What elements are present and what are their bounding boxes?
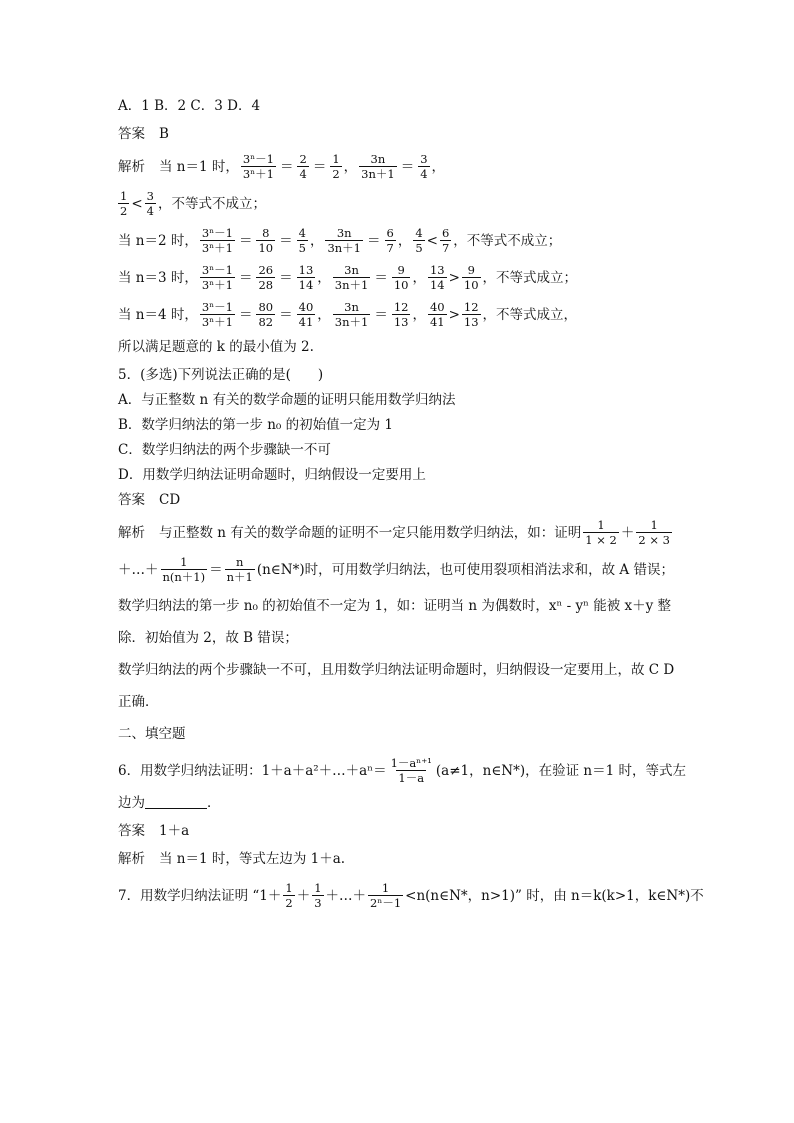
fraction: $\frac{\text{3ⁿ－1}}{\text{3ⁿ＋1}}$ (242, 152, 274, 181)
fraction: $\frac{26}{28}$ (258, 263, 274, 292)
fraction: $\frac{3}{4}$ (146, 189, 154, 218)
fraction: $\frac{2}{4}$ (299, 152, 307, 181)
fraction: $\frac{9}{10}$ (393, 263, 409, 292)
fraction: $\frac{\text{3ⁿ－1}}{\text{3ⁿ＋1}}$ (201, 263, 233, 292)
fraction: $\frac{40}{41}$ (298, 300, 314, 329)
fraction: $\frac{4}{5}$ (415, 226, 423, 255)
q4-case3: 当 n＝3 时， $\frac{\text{3ⁿ－1}}{\text{3ⁿ＋1}}$ ＝ $\frac{26}{28}$ ＝ $\frac{13}{14}$ ， $\frac{3n}{3n+1}$ ＝ $\frac{9}{10}$ ， $\frac{13}{14}$ > $\frac{9}{10}$ ，不等式成立； (118, 263, 578, 292)
fraction: $\frac{12}{13}$ (463, 300, 479, 329)
answer-label: 答案 (118, 823, 145, 839)
analysis-label: 解析 (118, 524, 145, 541)
q6-stem: 6．用数学归纳法证明：1＋a＋a²＋…＋aⁿ＝ $\frac{\text{1－aⁿ⁺¹}}{1-a}$ (a≠1，n∈N*)，在验证 n＝1 时，等式左 (118, 756, 687, 785)
q6-analysis: 解析 当 n＝1 时，等式左边为 1＋a. (118, 851, 346, 867)
fraction: $\frac{\text{3ⁿ－1}}{\text{3ⁿ＋1}}$ (201, 300, 233, 329)
answer-label: 答案 (118, 492, 145, 508)
q5-analysis-line6: 正确． (118, 694, 159, 710)
fraction: $\frac{3n}{3n+1}$ (334, 263, 369, 292)
answer-label: 答案 (118, 126, 145, 142)
analysis-label: 解析 (118, 158, 145, 175)
answer-value: 1＋a (159, 823, 190, 839)
fraction: $\frac{\text{3ⁿ－1}}{\text{3ⁿ＋1}}$ (201, 226, 233, 255)
answer-blank (145, 794, 207, 809)
q6-stem-line2: 边为 ． (118, 795, 221, 811)
q5-option-b: B．数学归纳法的第一步 n₀ 的初始值一定为 1 (118, 417, 393, 433)
q4-options: A．1 B．2 C．3 D．4 (118, 98, 261, 114)
fraction: $\frac{1}{2}$ (120, 189, 128, 218)
fraction: $\frac{1}{\text{2ⁿ－1}}$ (370, 881, 402, 910)
fraction: $\frac{6}{7}$ (386, 226, 394, 255)
q5-option-a: A．与正整数 n 有关的数学命题的证明只能用数学归纳法 (118, 392, 456, 408)
fraction: $\frac{12}{13}$ (393, 300, 409, 329)
fraction: $\frac{n}{n+1}$ (226, 555, 253, 584)
fraction: $\frac{3n}{3n+1}$ (334, 300, 369, 329)
fraction: $\frac{3n}{3n+1}$ (361, 152, 395, 181)
q5-stem: 5．(多选)下列说法正确的是( ) (118, 367, 324, 383)
q5-analysis-line1: 解析 与正整数 n 有关的数学命题的证明不一定只能用数学归纳法，如：证明 $\frac{1}{1 \times 2}$ ＋ $\frac{1}{2 \times 3}$ (118, 518, 670, 547)
fraction: $\frac{40}{41}$ (429, 300, 445, 329)
document-page (118, 96, 704, 910)
fraction: $\frac{4}{5}$ (298, 226, 306, 255)
fraction: $\frac{1}{n(n+1)}$ (162, 555, 206, 584)
q7-stem: 7．用数学归纳法证明 “1＋ $\frac{1}{2}$ ＋ $\frac{1}{3}$ ＋…＋ $\frac{1}{\text{2ⁿ－1}}$ <n(n∈N*，n>1)” 时，由 n＝k(k>1，k∈N*)不 (118, 881, 704, 910)
q4-conclusion: 所以满足题意的 k 的最小值为 2. (118, 339, 314, 355)
q4-answer (118, 124, 680, 144)
q5-option-d: D．用数学归纳法证明命题时，归纳假设一定要用上 (118, 467, 426, 483)
q6-answer (118, 821, 680, 841)
q5-answer (118, 490, 680, 510)
fraction: $\frac{80}{82}$ (258, 300, 274, 329)
fraction: $\frac{1}{3}$ (314, 881, 322, 910)
q4-case2: 当 n＝2 时， $\frac{\text{3ⁿ－1}}{\text{3ⁿ＋1}}$ ＝ $\frac{8}{10}$ ＝ $\frac{4}{5}$ ， $\frac{3n}{3n+1}$ ＝ $\frac{6}{7}$ ， $\frac{4}{5}$ < $\frac{6}{7}$ ，不等式不成立； (118, 226, 562, 255)
q5-option-c: C．数学归纳法的两个步骤缺一不可 (118, 442, 331, 458)
fraction: $\frac{3}{4}$ (420, 152, 428, 181)
fraction: $\frac{6}{7}$ (441, 226, 450, 255)
fraction: $\frac{1}{2}$ (285, 881, 293, 910)
answer-value: B (159, 126, 169, 142)
fraction: $\frac{13}{14}$ (429, 263, 445, 292)
fraction: $\frac{\text{1－aⁿ⁺¹}}{1-a}$ (390, 756, 432, 785)
fraction: $\frac{1}{1 \times 2}$ (585, 518, 617, 547)
q5-analysis-line5: 数学归纳法的两个步骤缺一不可，且用数学归纳法证明命题时，归纳假设一定要用上，故 C D (118, 662, 675, 678)
q5-analysis-line2: ＋…＋ $\frac{1}{n(n+1)}$ ＝ $\frac{n}{n+1}$ (n∈N*)时，可用数学归纳法，也可使用裂项相消法求和，故 A 错误； (118, 555, 674, 584)
analysis-label: 解析 (118, 851, 145, 867)
fraction: $\frac{3n}{3n+1}$ (327, 226, 361, 255)
fraction: $\frac{1}{2 \times 3}$ (638, 518, 670, 547)
fraction: $\frac{9}{10}$ (463, 263, 479, 292)
answer-value: CD (159, 492, 181, 508)
fraction: $\frac{1}{2}$ (332, 152, 340, 181)
case-prefix: 当 n＝1 时， (159, 158, 239, 175)
q5-analysis-line4: 除．初始值为 2，故 B 错误； (118, 630, 298, 646)
fraction: $\frac{8}{10}$ (258, 226, 274, 255)
q4-case1-compare: $\frac{1}{2}$ < $\frac{3}{4}$ ，不等式不成立； (120, 189, 266, 218)
section-title: 二、填空题 (118, 726, 186, 742)
fraction: $\frac{13}{14}$ (298, 263, 314, 292)
q4-case4: 当 n＝4 时， $\frac{\text{3ⁿ－1}}{\text{3ⁿ＋1}}$ ＝ $\frac{80}{82}$ ＝ $\frac{40}{41}$ ， $\frac{3n}{3n+1}$ ＝ $\frac{12}{13}$ ， $\frac{40}{41}$ > $\frac{12}{13}$ ，不等式成立， (118, 300, 578, 329)
q4-case1: 解析 当 n＝1 时， $\frac{\text{3ⁿ－1}}{\text{3ⁿ＋1}}$ ＝ $\frac{2}{4}$ ＝ $\frac{1}{2}$ ， $\frac{3n}{3n+1}$ ＝ $\frac{3}{4}$ ， (118, 152, 446, 181)
q5-analysis-line3: 数学归纳法的第一步 n₀ 的初始值不一定为 1，如：证明当 n 为偶数时，xⁿ - yⁿ 能被 x＋y 整 (118, 598, 672, 614)
